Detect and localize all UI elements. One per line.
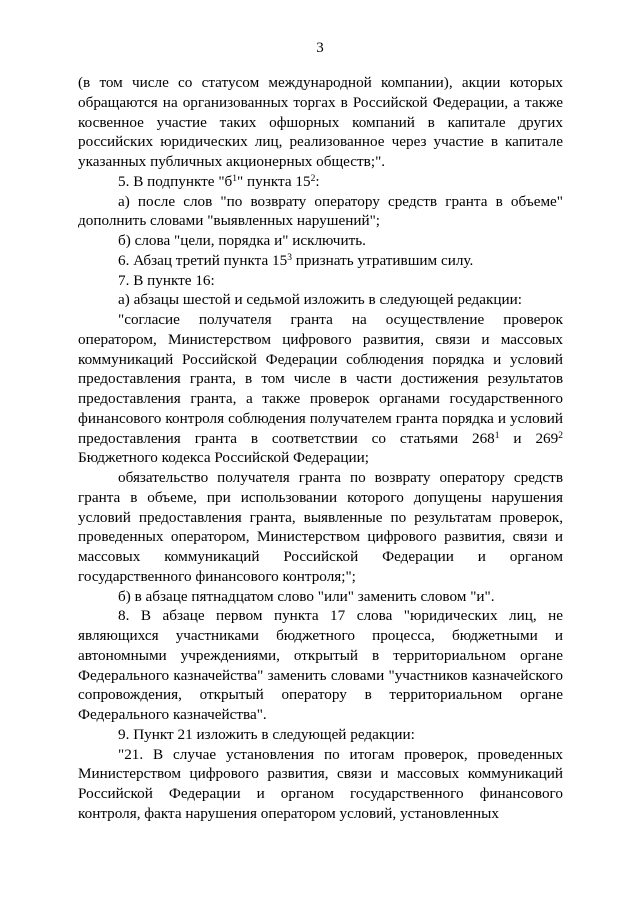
paragraph-text: Бюджетного кодекса Российской Федерации; xyxy=(78,449,369,467)
paragraph-text: б) в абзаце пятнадцатом слово "или" заменить словом "и". xyxy=(118,587,495,605)
paragraph xyxy=(78,172,563,192)
paragraph xyxy=(78,231,563,251)
paragraph-text: : xyxy=(315,172,320,190)
superscript: 2 xyxy=(310,173,316,184)
paragraph-text: б) слова "цели, порядка и" исключить. xyxy=(118,232,366,249)
superscript: 1 xyxy=(494,430,500,441)
paragraph xyxy=(78,587,563,607)
paragraph xyxy=(78,73,563,172)
paragraph-text: 5. В подпункте "б xyxy=(118,172,233,190)
paragraph-text: 8. В абзаце первом пункта 17 слова "юридических лиц, не являющихся участниками бюджетного процесса, бюджетными и автономными учреждениями, открытый в территориальном органе Федерального казначейства" заменить словами "участников казначейского сопровождения, открытый оператору в территориальном органе Федерального казначейства". xyxy=(78,607,563,723)
paragraph-text: признать утратившим силу. xyxy=(291,251,474,269)
superscript: 3 xyxy=(287,252,292,263)
paragraph-text: а) после слов "по возврату оператору средств гранта в объеме" дополнить словами "выявленных нарушений"; xyxy=(78,192,563,230)
paragraph xyxy=(78,310,563,468)
paragraph-text: и 269 xyxy=(499,429,559,447)
paragraph-text: обязательство получателя гранта по возврату оператору средств гранта в объеме, при использовании которого допущены нарушения условий предоставления гранта, выявленные по результатам проверок, проведенных оператором, Министерством цифрового развития, связи и массовых коммуникаций Российской Федерации и органом государственного финансового контроля;"; xyxy=(78,469,563,585)
page-number: 3 xyxy=(316,40,324,56)
document-body xyxy=(78,73,563,824)
paragraph xyxy=(78,745,563,824)
paragraph-text: 7. В пункте 16: xyxy=(118,271,215,289)
paragraph xyxy=(78,192,563,232)
paragraph-text: а) абзацы шестой и седьмой изложить в следующей редакции: xyxy=(118,291,522,309)
paragraph xyxy=(78,606,563,725)
paragraph xyxy=(78,271,563,291)
paragraph-text: 9. Пункт 21 изложить в следующей редакции: xyxy=(118,725,415,743)
paragraph xyxy=(78,290,563,310)
paragraph-text: 6. Абзац третий пункта 15 xyxy=(118,251,288,269)
paragraph xyxy=(78,251,563,271)
paragraph-text: (в том числе со статусом международной компании), акции которых обращаются на организованных торгах в Российской Федерации, а также косвенное участие таких офшорных компаний в капитале других российских юридических лиц, реализованное через участие в капитале указанных публичных акционерных обществ;". xyxy=(78,74,563,170)
paragraph-text: "21. В случае установления по итогам проверок, проведенных Министерством цифрового развития, связи и массовых коммуникаций Российской Федерации и органом государственного финансового контроля, факта нарушения оператором условий, установленных xyxy=(78,745,563,822)
paragraph xyxy=(78,468,563,587)
paragraph-text: " пункта 15 xyxy=(237,172,311,190)
superscript: 2 xyxy=(558,430,563,441)
superscript: 1 xyxy=(232,173,238,184)
paragraph xyxy=(78,725,563,745)
paragraph-text: "согласие получателя гранта на осуществление проверок оператором, Министерством цифрового развития, связи и массовых коммуникаций Российской Федерации соблюдения порядка и условий предоставления гранта, в том числе в части достижения результатов предоставления гранта, а также проверок органами государственного финансового контроля соблюдения получателем гранта порядка и условий предоставления гранта в соответствии со статьями 268 xyxy=(78,311,563,447)
